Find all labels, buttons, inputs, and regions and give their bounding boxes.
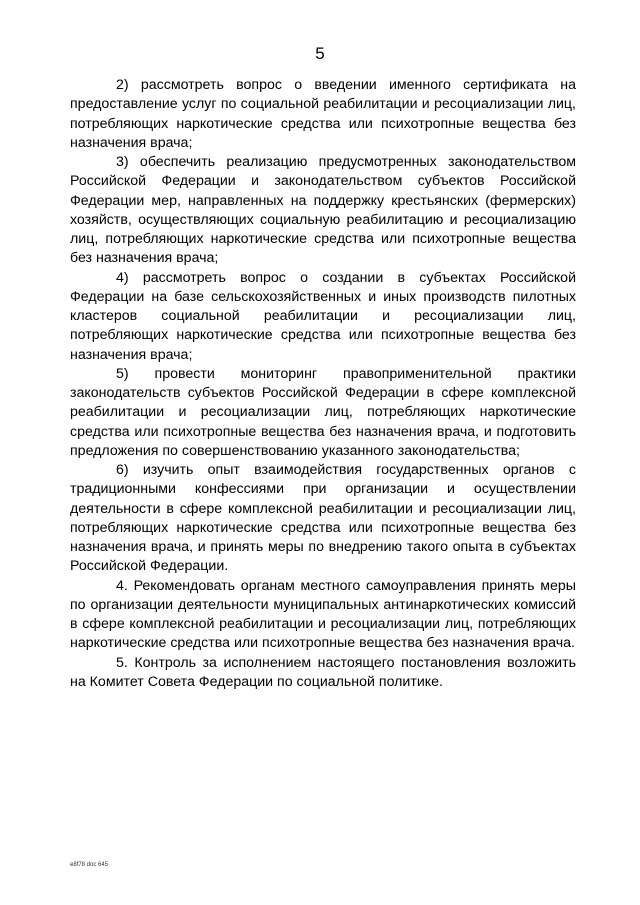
paragraph-item-5: 5) провести мониторинг правоприменительной практики законодательств субъектов Российской Федерации в сфере комплексной реабилитации и ресоциализации лиц, потребляющих наркотические средства или психотропные вещества без назначения врача, и подготовить предложения по совершенствованию указанного законодательства; [70, 365, 576, 459]
paragraph-item-6: 6) изучить опыт взаимодействия государственных органов с традиционными конфессиями при организации и осуществлении деятельности в сфере комплексной реабилитации и ресоциализации лиц, потребляющих наркотические средства или психотропные вещества без назначения врача, и принять меры по внедрению такого опыта в субъектах Российской Федерации. [70, 462, 576, 575]
page-number: 5 [315, 44, 325, 63]
paragraph-clause-5: 5. Контроль за исполнением настоящего постановления возложить на Комитет Совета Федерации по социальной политике. [70, 654, 576, 690]
paragraph-clause-4: 4. Рекомендовать органам местного самоуправления принять меры по организации деятельности муниципальных антинаркотических комиссий в сфере комплексной реабилитации и ресоциализации лиц, потребляющих наркотические средства или психотропные вещества без назначения врача. [70, 577, 576, 652]
footer-doc-id: e8f78 doc 645 [70, 862, 109, 868]
paragraph-item-4: 4) рассмотреть вопрос о создании в субъектах Российской Федерации на базе сельскохозяйственных и иных производств пилотных кластеров социальной реабилитации и ресоциализации лиц, потребляющих наркотические средства или психотропные вещества без назначения врача; [70, 269, 576, 363]
paragraph-item-2: 2) рассмотреть вопрос о введении именного сертификата на предоставление услуг по социальной реабилитации и ресоциализации лиц, потребляющих наркотические средства или психотропные вещества без назначения врача; [70, 77, 576, 151]
paragraph-item-3: 3) обеспечить реализацию предусмотренных законодательством Российской Федерации и законодательством субъектов Российской Федерации мер, направленных на поддержку крестьянских (фермерских) хозяйств, осуществляющих социальную реабилитацию и ресоциализацию лиц, потребляющих наркотические средства или психотропные вещества без назначения врача; [70, 154, 576, 267]
document-body [70, 76, 576, 692]
